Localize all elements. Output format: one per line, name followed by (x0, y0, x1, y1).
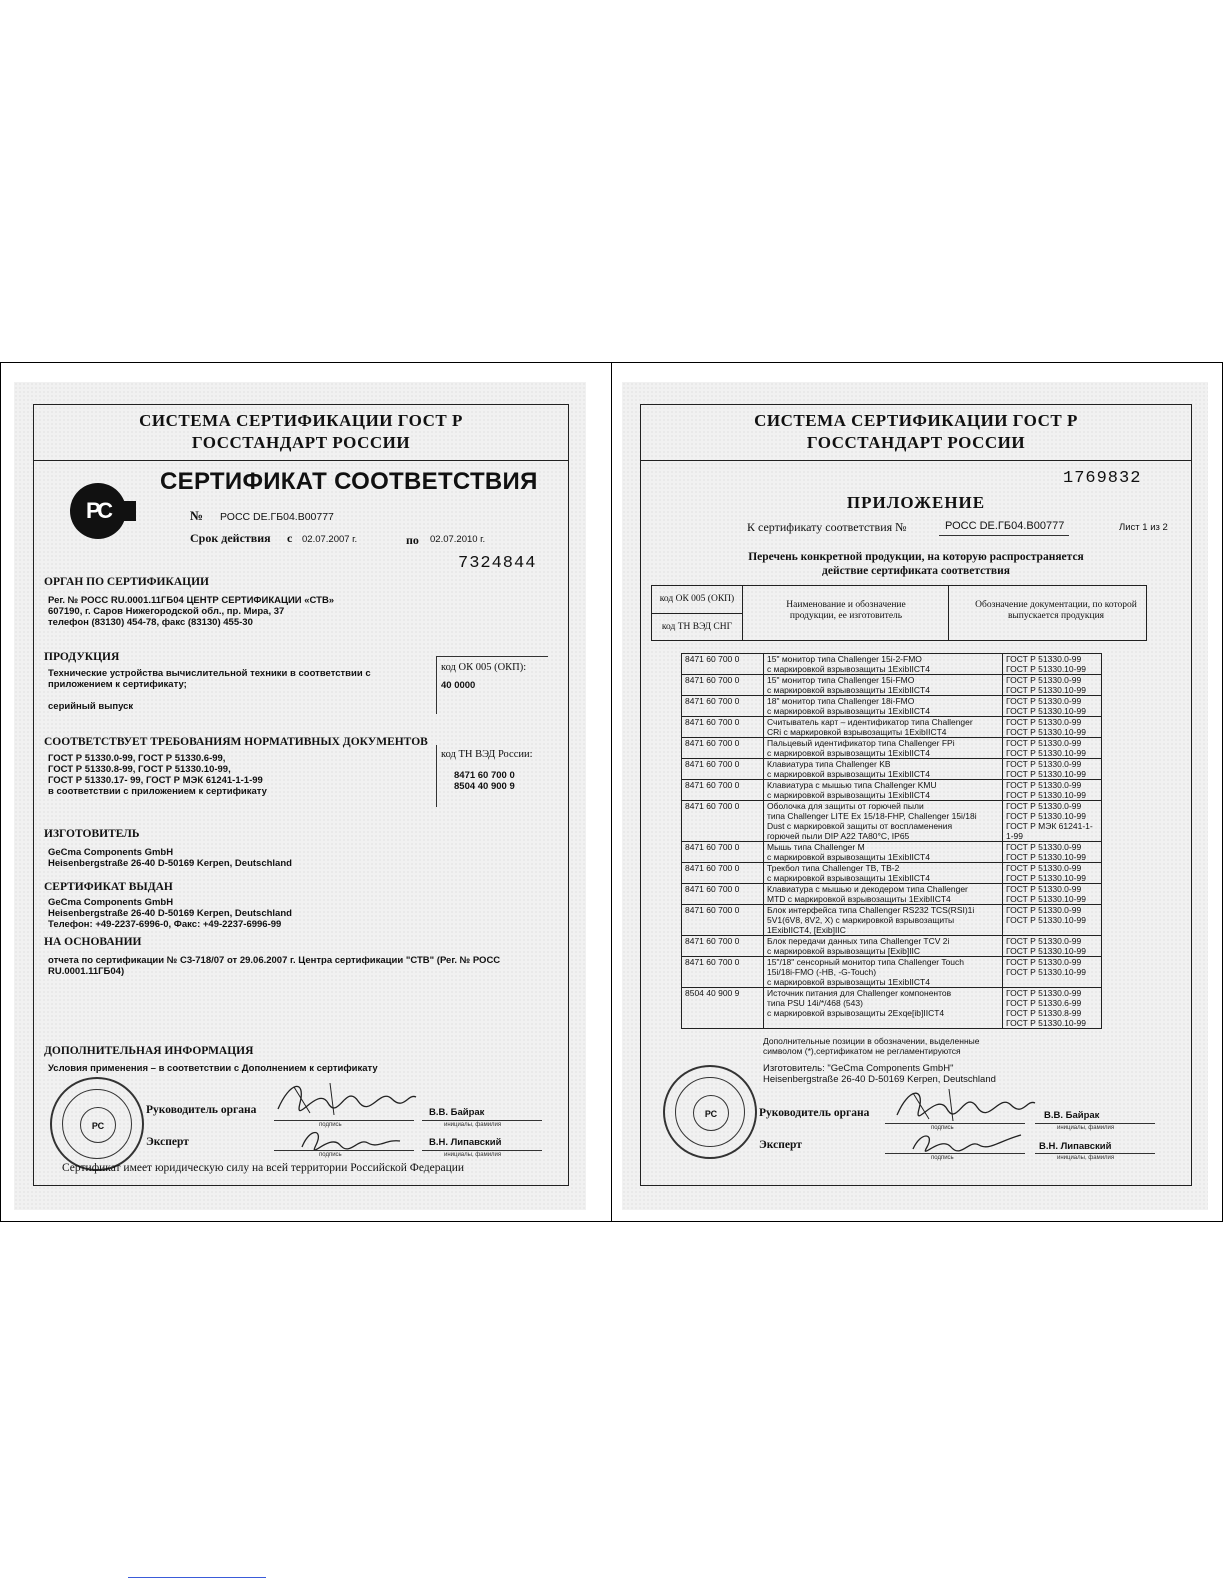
row-name-line: CRi с маркировкой взрывозащиты 1ExibIICT4 (767, 727, 947, 737)
row-gost-line: ГОСТ Р 51330.10-99 (1006, 811, 1086, 821)
organ-line-1: Рег. № РОСС RU.0001.11ГБ04 ЦЕНТР СЕРТИФИКАЦИИ «СТВ» (48, 595, 335, 606)
tnved-value-1: 8471 60 700 0 (454, 770, 515, 781)
appendix-serial: 1769832 (1063, 469, 1142, 488)
row-code: 8471 60 700 0 (682, 780, 764, 801)
head-name-caption: инициалы, фамилия (444, 1122, 502, 1128)
table-row (682, 738, 1102, 759)
row-gost-line: ГОСТ Р 51330.0-99 (1006, 696, 1082, 706)
table-row (682, 801, 1102, 842)
appendix-expert-sign-caption: подпись (931, 1155, 954, 1161)
row-code: 8471 60 700 0 (682, 717, 764, 738)
appendix-system-title: СИСТЕМА СЕРТИФИКАЦИИ ГОСТ Р (754, 411, 1078, 430)
row-name (764, 884, 1003, 905)
row-name-line: 5V1(6V8, 8V2, X) с маркировкой взрывозащиты (767, 915, 955, 925)
row-gost-line: ГОСТ Р 51330.0-99 (1006, 675, 1082, 685)
table-row (682, 905, 1102, 936)
row-gost (1003, 675, 1102, 696)
expert-label: Эксперт (146, 1136, 189, 1148)
row-name-line: Трекбол типа Challenger TB, TB-2 (767, 863, 900, 873)
table-row (682, 696, 1102, 717)
row-name-line: с маркировкой взрывозащиты 1ExibIICT4 (767, 873, 930, 883)
legal-note: Сертификат имеет юридическую силу на всей территории Российской Федерации (62, 1162, 465, 1174)
conforms-line-3: ГОСТ Р 51330.17- 99, ГОСТ Р МЭК 61241-1-1-99 (48, 775, 263, 786)
table-row (682, 842, 1102, 863)
row-name-line: Пальцевый идентификатор типа Challenger FPi (767, 738, 955, 748)
appendix-head-name: В.В. Байрак (1044, 1110, 1100, 1121)
row-gost-line: ГОСТ Р 51330.0-99 (1006, 717, 1082, 727)
organ-line-3: телефон (83130) 454-78, факс (83130) 455-30 (48, 617, 253, 628)
row-gost-line: ГОСТ Р 51330.10-99 (1006, 967, 1086, 977)
appendix-sheet (622, 382, 1208, 1210)
okp-value: 40 0000 (441, 680, 476, 691)
row-name (764, 905, 1003, 936)
row-name-line: MTD с маркировкой взрывозащиты 1ExibIICT4 (767, 894, 951, 904)
product-table (681, 653, 1102, 1029)
row-code: 8471 60 700 0 (682, 675, 764, 696)
row-code: 8471 60 700 0 (682, 884, 764, 905)
row-name (764, 738, 1003, 759)
row-name (764, 654, 1003, 675)
row-name (764, 675, 1003, 696)
row-gost-line: ГОСТ Р 51330.0-99 (1006, 801, 1082, 811)
header-rule (34, 460, 568, 461)
row-code: 8471 60 700 0 (682, 801, 764, 842)
row-name-line: с маркировкой взрывозащиты 1ExibIICT4 (767, 685, 930, 695)
row-code: 8471 60 700 0 (682, 738, 764, 759)
row-gost-line: ГОСТ Р 51330.10-99 (1006, 915, 1086, 925)
issued-title: СЕРТИФИКАТ ВЫДАН (44, 881, 173, 893)
row-gost-line: ГОСТ Р 51330.0-99 (1006, 863, 1082, 873)
gosstandart-title: ГОССТАНДАРТ РОССИИ (191, 433, 411, 452)
row-gost (1003, 780, 1102, 801)
row-name-line: с маркировкой взрывозащиты [Exib]IIC (767, 946, 921, 956)
certificate-number: РОСС DE.ГБ04.В00777 (220, 511, 334, 523)
organ-line-2: 607190, г. Саров Нижегородской обл., пр. Мира, 37 (48, 606, 285, 617)
conforms-title: СООТВЕТСТВУЕТ ТРЕБОВАНИЯМ НОРМАТИВНЫХ ДОКУМЕНТОВ (44, 736, 428, 748)
system-title: СИСТЕМА СЕРТИФИКАЦИИ ГОСТ Р (139, 411, 463, 430)
certificate-title: СЕРТИФИКАТ СООТВЕТСТВИЯ (160, 468, 538, 495)
conforms-line-2: ГОСТ Р 51330.8-99, ГОСТ Р 51330.10-99, (48, 764, 231, 775)
row-gost-line: ГОСТ Р 51330.0-99 (1006, 780, 1082, 790)
conforms-line-4: в соответствии с приложением к сертификату (48, 786, 267, 797)
row-name-line: Оболочка для защиты от горючей пыли (767, 801, 924, 811)
certificate-border (33, 404, 569, 1186)
appendix-border (640, 404, 1192, 1186)
table-row (682, 988, 1102, 1029)
appendix-ref-label: К сертификату соответствия № (747, 520, 907, 534)
okp-label: код ОК 005 (ОКП): (441, 662, 527, 673)
row-name-line: 15"/18" сенсорный монитор типа Challenger Touch (767, 957, 965, 967)
row-gost (1003, 905, 1102, 936)
row-name-line: Считыватель карт – идентификатор типа Challenger (767, 717, 973, 727)
to-date: 02.07.2010 г. (430, 534, 486, 545)
table-row (682, 654, 1102, 675)
organ-stamp (50, 1077, 144, 1171)
row-name-line: 1ExibIICT4, [Exib]IIC (767, 925, 846, 935)
basis-title: НА ОСНОВАНИИ (44, 936, 142, 948)
expert-name: В.Н. Липавский (429, 1137, 502, 1148)
row-name-line: Мышь типа Challenger M (767, 842, 865, 852)
row-code: 8471 60 700 0 (682, 957, 764, 988)
product-title: ПРОДУКЦИЯ (44, 651, 120, 663)
row-gost-line: ГОСТ Р 51330.0-99 (1006, 905, 1082, 915)
serial-release: серийный выпуск (48, 701, 134, 712)
row-name (764, 957, 1003, 988)
row-name-line: 15i/18i-FMO (-HB, -G-Touch) (767, 967, 877, 977)
row-gost-line: ГОСТ Р 51330.0-99 (1006, 654, 1082, 664)
table-row (682, 675, 1102, 696)
row-code: 8471 60 700 0 (682, 696, 764, 717)
row-name-line: с маркировкой взрывозащиты 1ExibIICT4 (767, 769, 930, 779)
issued-line-1: GeCma Components GmbH (48, 897, 174, 908)
head-label: Руководитель органа (146, 1104, 257, 1116)
table-row (682, 863, 1102, 884)
row-gost-line: ГОСТ Р 51330.0-99 (1006, 759, 1082, 769)
row-gost-line: ГОСТ Р 51330.10-99 (1006, 946, 1086, 956)
appendix-sheet-number: Лист 1 из 2 (1119, 522, 1168, 533)
number-label: № (190, 508, 204, 523)
appendix-maker-address: Heisenbergstraße 26-40 D-50169 Kerpen, Deutschland (763, 1074, 996, 1085)
row-gost-line: ГОСТ Р 51330.10-99 (1006, 685, 1086, 695)
row-gost-line: ГОСТ Р 51330.10-99 (1006, 1018, 1086, 1028)
row-name-line: 18" монитор типа Challenger 18i-FMO (767, 696, 915, 706)
row-gost (1003, 696, 1102, 717)
expert-name-caption: инициалы, фамилия (444, 1152, 502, 1158)
table-row (682, 957, 1102, 988)
row-name-line: Блок передачи данных типа Challenger TCV 2i (767, 936, 950, 946)
row-name-line: Клавиатура с мышью типа Challenger KMU (767, 780, 937, 790)
row-name (764, 842, 1003, 863)
row-code: 8471 60 700 0 (682, 842, 764, 863)
row-name-line: с маркировкой взрывозащиты 1ExibIICT4 (767, 706, 930, 716)
stamp-logo-icon: РС (80, 1107, 116, 1143)
appendix-expert-name-caption: инициалы, фамилия (1057, 1155, 1115, 1161)
appendix-stamp (663, 1065, 757, 1159)
row-gost-line: ГОСТ Р 51330.0-99 (1006, 842, 1082, 852)
maker-title: ИЗГОТОВИТЕЛЬ (44, 828, 140, 840)
row-gost-line: ГОСТ Р 51330.10-99 (1006, 852, 1086, 862)
col-product-name: Наименование и обозначение продукции, ее изготовитель (786, 600, 906, 621)
appendix-stamp-logo-icon: РС (693, 1095, 729, 1131)
row-code: 8471 60 700 0 (682, 863, 764, 884)
okp-box-rule (436, 656, 437, 714)
appendix-title: ПРИЛОЖЕНИЕ (846, 493, 986, 512)
appendix-head-signature-icon (889, 1081, 1039, 1127)
tnved-label: код ТН ВЭД России: (441, 749, 533, 760)
expert-signature-icon (296, 1123, 406, 1157)
row-gost-line: ГОСТ Р 51330.10-99 (1006, 748, 1086, 758)
row-name-line: Клавиатура с мышью и декодером типа Challenger (767, 884, 968, 894)
issued-line-3: Телефон: +49-2237-6996-0, Факс: +49-2237-6996-99 (48, 919, 282, 930)
row-gost (1003, 842, 1102, 863)
appendix-expert-label: Эксперт (759, 1139, 802, 1151)
row-gost (1003, 957, 1102, 988)
basis-line-1: отчета по сертификации № С3-718/07 от 29.06.2007 г. Центра сертификации "СТВ" (Рег. № РОСС (48, 955, 501, 966)
certificate-sheet (14, 382, 586, 1210)
row-gost (1003, 988, 1102, 1029)
conforms-line-1: ГОСТ Р 51330.0-99, ГОСТ Р 51330.6-99, (48, 753, 226, 764)
row-name-line: Клавиатура типа Challenger KB (767, 759, 891, 769)
appendix-head-sign-caption: подпись (931, 1125, 954, 1131)
row-gost (1003, 936, 1102, 957)
extra-text: Условия применения – в соответствии с Дополнением к сертификату (48, 1063, 378, 1074)
maker-line-1: GeCma Components GmbH (48, 847, 174, 858)
serial-number: 7324844 (458, 554, 537, 573)
appendix-head-label: Руководитель органа (759, 1107, 870, 1119)
row-name-line: с маркировкой взрывозащиты 1ExibIICT4 (767, 977, 930, 987)
product-line-1: Технические устройства вычислительной техники в соответствии с (48, 668, 371, 679)
row-name (764, 696, 1003, 717)
row-gost (1003, 801, 1102, 842)
head-signature-icon (270, 1073, 420, 1123)
from-date: 02.07.2007 г. (302, 534, 358, 545)
row-gost-line: ГОСТ Р 51330.10-99 (1006, 790, 1086, 800)
row-gost-line: ГОСТ Р 51330.0-99 (1006, 957, 1082, 967)
row-name-line: с маркировкой взрывозащиты 1ExibIICT4 (767, 748, 930, 758)
row-gost-line: ГОСТ Р 51330.10-99 (1006, 769, 1086, 779)
row-gost-line: ГОСТ Р 51330.10-99 (1006, 727, 1086, 737)
head-name: В.В. Байрак (429, 1107, 485, 1118)
row-code: 8471 60 700 0 (682, 654, 764, 675)
row-name (764, 936, 1003, 957)
col-documentation: Обозначение документации, по которой выпускается продукция (975, 600, 1137, 621)
appendix-expert-signature-icon (907, 1127, 1027, 1159)
row-name-line: 15" монитор типа Challenger 15i-2-FMO (767, 654, 922, 664)
row-name-line: Dust с маркировкой защиты от воспламенения (767, 821, 953, 831)
row-gost-line: ГОСТ Р 51330.10-99 (1006, 894, 1086, 904)
list-title-1: Перечень конкретной продукции, на которую распространяется (748, 551, 1084, 563)
head-sign-caption: подпись (319, 1122, 342, 1128)
row-code: 8471 60 700 0 (682, 936, 764, 957)
row-name-line: Блок интерфейса типа Challenger RS232 TCS(RSI)1i (767, 905, 975, 915)
bottom-link-underline (128, 1577, 266, 1578)
row-gost (1003, 738, 1102, 759)
row-code: 8471 60 700 0 (682, 905, 764, 936)
table-row (682, 884, 1102, 905)
row-name (764, 863, 1003, 884)
appendix-gosstandart-title: ГОССТАНДАРТ РОССИИ (806, 433, 1026, 452)
row-gost (1003, 884, 1102, 905)
columns-header (651, 585, 1147, 641)
row-code: 8471 60 700 0 (682, 759, 764, 780)
row-gost-line: ГОСТ Р 51330.0-99 (1006, 936, 1082, 946)
row-name-line: Источник питания для Challenger компонентов (767, 988, 952, 998)
row-code: 8504 40 900 9 (682, 988, 764, 1029)
issued-line-2: Heisenbergstraße 26-40 D-50169 Kerpen, Deutschland (48, 908, 292, 919)
row-name-line: горючей пыли DIP A22 TA80°C, IP65 (767, 831, 910, 841)
row-name-line: с маркировкой взрывозащиты 1ExibIICT4 (767, 790, 930, 800)
organ-title: ОРГАН ПО СЕРТИФИКАЦИИ (44, 576, 209, 588)
row-name (764, 717, 1003, 738)
row-gost-line: ГОСТ Р МЭК 61241-1-1-99 (1006, 821, 1093, 841)
list-title-2: действие сертификата соответствия (822, 565, 1010, 577)
table-row (682, 759, 1102, 780)
row-name-line: типа PSU 14i/*/468 (543) (767, 998, 863, 1008)
row-gost-line: ГОСТ Р 51330.8-99 (1006, 1008, 1082, 1018)
expert-sign-caption: подпись (319, 1152, 342, 1158)
note-line-1: Дополнительные позиции в обозначении, выделенные (763, 1036, 980, 1046)
product-line-2: приложением к сертификату; (48, 679, 187, 690)
appendix-expert-name: В.Н. Липавский (1039, 1141, 1112, 1152)
row-name-line: типа Challenger LITE Ex 15/18-FHP, Challenger 15i/18i (767, 811, 977, 821)
rst-logo-icon: РС (70, 483, 126, 539)
note-line-2: символом (*),сертификатом не регламентируются (763, 1046, 961, 1056)
row-gost (1003, 759, 1102, 780)
row-gost-line: ГОСТ Р 51330.0-99 (1006, 738, 1082, 748)
row-name-line: с маркировкой взрывозащиты 1ExibIICT4 (767, 852, 930, 862)
row-name (764, 988, 1003, 1029)
basis-line-2: RU.0001.11ГБ04) (48, 966, 125, 977)
page-divider (611, 362, 612, 1222)
row-gost-line: ГОСТ Р 51330.10-99 (1006, 664, 1086, 674)
row-name (764, 780, 1003, 801)
row-gost (1003, 654, 1102, 675)
row-name (764, 801, 1003, 842)
row-gost-line: ГОСТ Р 51330.0-99 (1006, 988, 1082, 998)
row-name-line: с маркировкой взрывозащиты 2Exqe[ib]IICT4 (767, 1008, 945, 1018)
row-gost (1003, 717, 1102, 738)
tnved-value-2: 8504 40 900 9 (454, 781, 515, 792)
row-name (764, 759, 1003, 780)
row-gost (1003, 863, 1102, 884)
row-gost-line: ГОСТ Р 51330.6-99 (1006, 998, 1082, 1008)
appendix-head-name-caption: инициалы, фамилия (1057, 1125, 1115, 1131)
col-code-tnved: код ТН ВЭД СНГ (661, 622, 733, 632)
appendix-ref-number: РОСС DE.ГБ04.В00777 (945, 520, 1065, 532)
row-gost-line: ГОСТ Р 51330.10-99 (1006, 873, 1086, 883)
to-label: по (406, 533, 419, 547)
row-name-line: 15" монитор типа Challenger 15i-FMO (767, 675, 915, 685)
appendix-maker: Изготовитель: "GeCma Components GmbH" (763, 1063, 954, 1074)
table-row (682, 717, 1102, 738)
col-code-okp: код ОК 005 (ОКП) (659, 594, 735, 604)
row-gost-line: ГОСТ Р 51330.10-99 (1006, 706, 1086, 716)
table-row (682, 780, 1102, 801)
from-label: с (287, 531, 293, 545)
row-name-line: с маркировкой взрывозащиты 1ExibIICT4 (767, 664, 930, 674)
table-row (682, 936, 1102, 957)
row-gost-line: ГОСТ Р 51330.0-99 (1006, 884, 1082, 894)
maker-line-2: Heisenbergstraße 26-40 D-50169 Kerpen, Deutschland (48, 858, 292, 869)
extra-title: ДОПОЛНИТЕЛЬНАЯ ИНФОРМАЦИЯ (44, 1045, 254, 1057)
validity-label: Срок действия (190, 531, 271, 545)
